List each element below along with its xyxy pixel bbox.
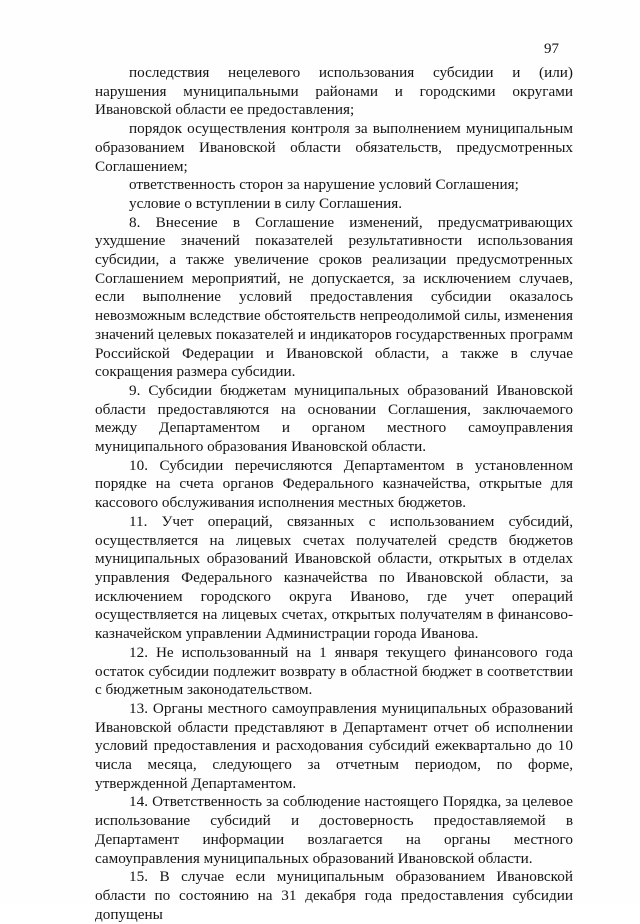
paragraph: условие о вступлении в силу Соглашения.: [129, 194, 402, 212]
paragraph: 15. В случае если муниципальным образованием Ивановской области по состоянию на 31 декабря года предоставления субсидии допущены: [95, 868, 573, 923]
paragraph: ответственность сторон за нарушение условий Соглашения;: [129, 176, 519, 194]
paragraph: последствия нецелевого использования субсидии и (или) нарушения муниципальными районами и городскими округами Ивановской области ее предоставления;: [95, 64, 573, 119]
paragraph: 8. Внесение в Соглашение изменений, предусматривающих ухудшение значений показателей результативности использования субсидии, а также увеличение сроков реализации предусмотренных Соглашением мероприятий, не допускается, за исключением случаев, если выполнение условий предоставления субсидии оказалось невозможным вследствие обстоятельств непреодолимой силы, изменения значений целевых показателей и индикаторов государственных программ Российской Федерации и Ивановской области, а также в случае сокращения размера субсидии.: [95, 213, 573, 381]
page-number: 97: [544, 41, 559, 57]
paragraph: 11. Учет операций, связанных с использованием субсидий, осуществляется на лицевых счетах получателей средств бюджетов муниципальных образований Ивановской области, открытых в отделах управления Федерального казначейства по Ивановской области, за исключением городского округа Иваново, где учет операций осуществляется на лицевых счетах, открытых получателям в финансово-казначейском управлении Администрации города Иванова.: [95, 512, 573, 643]
paragraph: 9. Субсидии бюджетам муниципальных образований Ивановской области предоставляются на основании Соглашения, заключаемого между Департаментом и органом местного самоуправления муниципального образования Ивановской области.: [95, 381, 573, 456]
paragraph: 14. Ответственность за соблюдение настоящего Порядка, за целевое использование субсидий и достоверность предоставляемой в Департамент информации возлагается на органы местного самоуправления муниципальных образований Ивановской области.: [95, 793, 573, 867]
document-body: [95, 64, 573, 924]
paragraph: 10. Субсидии перечисляются Департаментом в установленном порядке на счета органов Федерального казначейства, открытые для кассового обслуживания исполнения местных бюджетов.: [95, 456, 573, 512]
paragraph: 12. Не использованный на 1 января текущего финансового года остаток субсидии подлежит возврату в областной бюджет в соответствии с бюджетным законодательством.: [95, 643, 573, 699]
paragraph: 13. Органы местного самоуправления муниципальных образований Ивановской области представляют в Департамент отчет об исполнении условий предоставления и расходования субсидий ежеквартально до 10 числа месяца, следующего за отчетным периодом, по форме, утвержденной Департаментом.: [95, 699, 573, 792]
paragraph: порядок осуществления контроля за выполнением муниципальным образованием Ивановской области обязательств, предусмотренных Соглашением;: [95, 120, 573, 175]
